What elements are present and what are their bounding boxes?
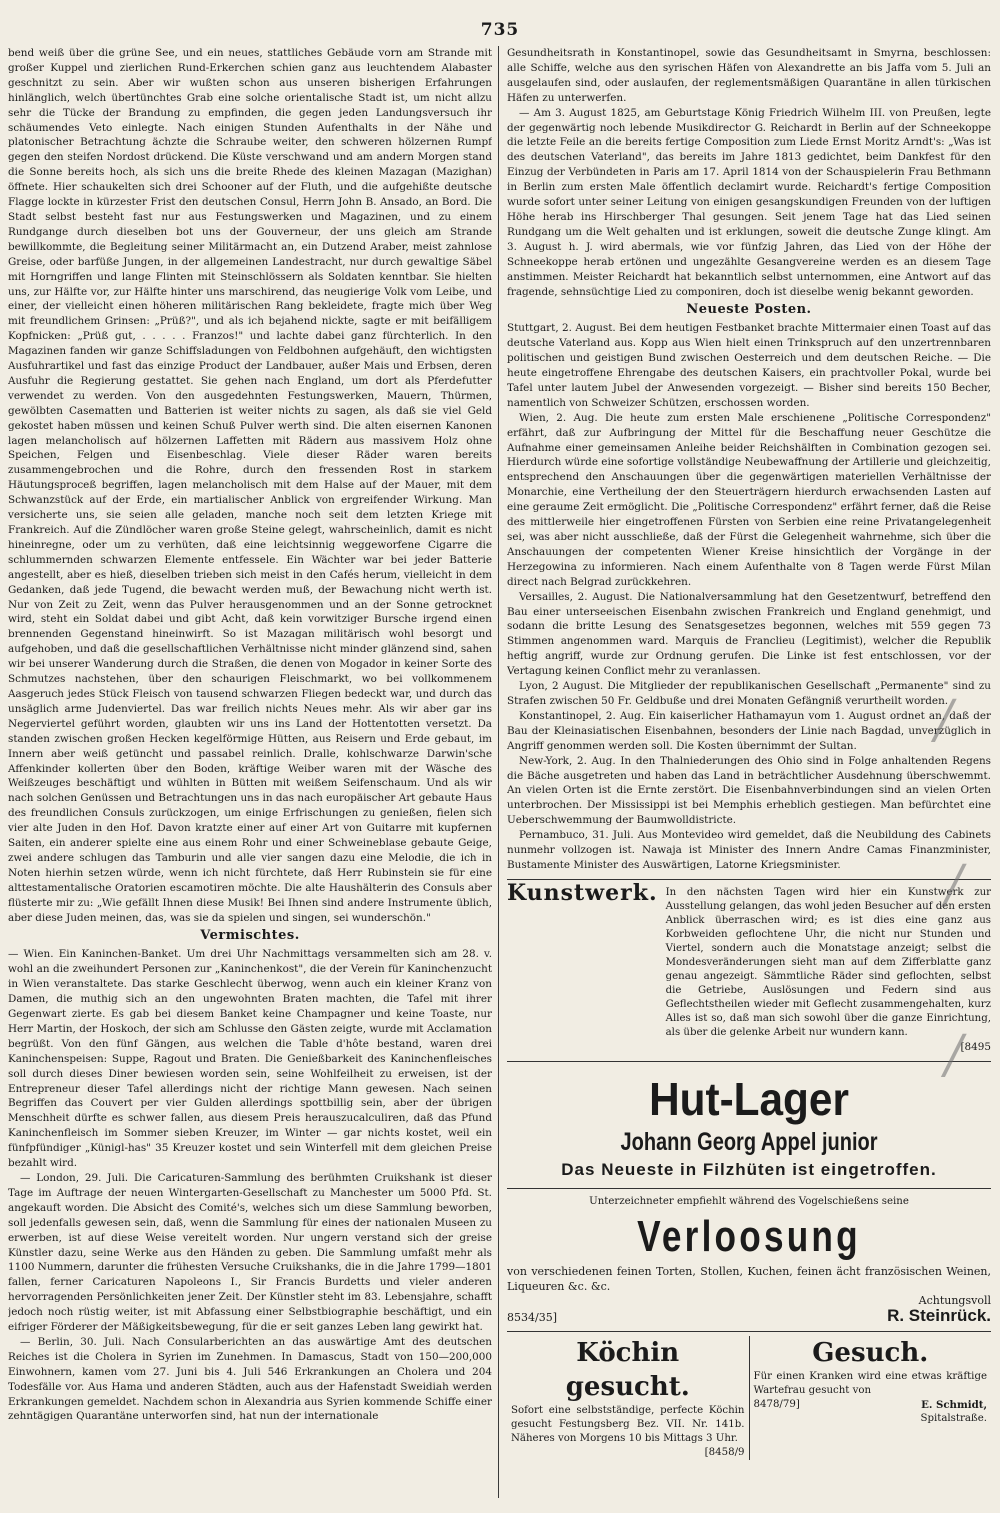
article-paragraph: — Berlin, 30. Juli. Nach Consularberichten an das auswärtige Amt des deutschen Reiches ist die Cholera in Syrien im Zunehmen. In Damascus, Stadt von 150—200,000 Einwohnern, kamen vom 27. Juni bis 4. Juli 546 Erkrankungen an Cholera und 204 Todesfälle vor. Aus Hama und anderen Städten, auch aus der Hafenstadt Sweidiah werden Erkrankungen gemeldet. Nachdem schon in Alexandria aus Syrien kommende Schiffe einer zehntägigen Quarantäne unterworfen sind, hat nun der internationale xyxy=(8,1335,492,1423)
ad-text: Sofort eine selbstständige, perfecte Köchin gesucht Festungsberg Bez. VII. Nr. 141b. Näheres von Morgens 10 bis Mittags 3 Uhr. xyxy=(511,1405,745,1445)
ad-text: Für einen Kranken wird eine etwas kräftige Wartefrau gesucht von xyxy=(753,1371,987,1397)
ad-title: Köchin gesucht. xyxy=(565,1338,690,1403)
ad-tagline: Das Neueste in Filzhüten ist eingetroffen. xyxy=(561,1159,937,1179)
news-item: Konstantinopel, 2. Aug. Ein kaiserlicher Hathamayun vom 1. August ordnet an, daß der Bau der Kleinasiatischen Eisenbahnen, besonders der Linie nach Bagdad, unverzüglich in Angriff genommen werden soll. Die Kosten übernimmt der Sultan. xyxy=(507,709,991,752)
ad-code: [8495 xyxy=(960,1040,991,1053)
news-item: Wien, 2. Aug. Die heute zum ersten Male erschienene „Politische Correspondenz" erfährt, daß zur Aufbringung der Mittel für die Beschaffung neuer Geschütze die Aufnahme einer gemeinsamen Anleihe beider Reichshälften in Combination gezogen sei. Hierdurch würde eine sofortige vollständige Neubewaffnung der Artillerie und gleichzeitig, entsprechend den Anschauungen über die gegenwärtigen materiellen Verhältnisse der Monarchie, eine Vertheilung der den Steuerträgern hierdurch erwachsenden Lasten auf eine geraume Zeit ermöglicht. Die „Politische Correspondenz" erfährt ferner, daß die Reise des mittlerweile hier eingetroffenen Fürsten von Serbien eine reine Privatangelegenheit sei, was aber nicht ausschließe, daß der Fürst die Gelegenheit wahrnehme, sich über die Anschauungen der competenten Wiener Kreise hinsichtlich der Vorgänge in der Herzegowina zu informieren. Nach einem Aufenthalte von 8 Tagen werde Fürst Milan direct nach Belgrad zurückkehren. xyxy=(507,411,991,588)
news-item: Versailles, 2. August. Die Nationalversammlung hat den Gesetzentwurf, betreffend den Bau einer unterseeischen Eisenbahn zwischen Frankreich und England genehmigt, und sodann die britte Lesung des Senatsgesetzes begonnen, welches mit 559 gegen 73 Stimmen angenommen ward. Marquis de Franclieu (Legitimist), welcher die Republik heftig angriff, wurde zur Ordnung gerufen. Die Linke ist fest entschlossen, vor der Vertagung keinen Conflict mehr zu veranlassen. xyxy=(507,590,991,678)
ad-company-name: Johann Georg Appel junior xyxy=(620,1127,878,1156)
ad-street: Spitalstraße. xyxy=(920,1413,987,1425)
ad-title: Hut-Lager xyxy=(649,1072,849,1125)
pencil-mark-decoration: / xyxy=(945,855,963,915)
ad-verloosung xyxy=(507,1195,991,1326)
left-column xyxy=(8,46,492,1488)
ad-code: [8458/9 xyxy=(704,1447,745,1459)
section-heading-vermischtes: Vermischtes. xyxy=(200,928,300,944)
page-number: 735 xyxy=(480,20,520,40)
ad-code: 8534/35] xyxy=(507,1310,557,1324)
small-ads-row xyxy=(507,1331,991,1460)
ad-text: von verschiedenen feinen Torten, Stollen, Kuchen, feinen ächt französischen Weinen, Liqueuren &c. &c. xyxy=(507,1264,991,1293)
ad-gesuch xyxy=(749,1336,992,1460)
column-divider xyxy=(498,46,499,1498)
news-item: Stuttgart, 2. August. Bei dem heutigen Festbanket brachte Mittermaier einen Toast auf das deutsche Vaterland aus. Kopp aus Wien hielt einen Trinkspruch auf den unzertrennbaren politischen und geistigen Bund zwischen Oesterreich und dem deutschen Reiche. — Die heute eingetroffene Ehrengabe des deutschen Kaisers, ein prachtvoller Pokal, wurde bei Tafel unter lautem Jubel der Anwesenden vorgezeigt. — Bisher sind bereits 150 Becher, namentlich von Schweizer Schützen, erschossen worden. xyxy=(507,322,991,409)
article-paragraph: — Am 3. August 1825, am Geburtstage König Friedrich Wilhelm III. von Preußen, legte der gegenwärtig noch lebende Musikdirector G. Reichardt in Berlin auf der Schneekoppe die letzte Feile an die bereits fertige Composition zum Liede Ernst Moritz Arndt's: „Was ist des deutschen Vaterland", das bereits im Jahre 1813 gedichtet, beim Dankfest für den Einzug der Verbündeten in Paris am 17. April 1814 von der Schauspielerin Frau Bethmann in Berlin zum ersten Male öffentlich declamirt wurde. Reichardt's fertige Composition wurde sofort unter seiner Leitung von einigen gesangskundigen Freunden von der luftigen Höhe herab ins Hirschberger Thal gesungen. Seit jenem Tage hat das Lied seinen Rundgang um die Welt gehalten und ist erklungen, soweit die deutsche Zunge klingt. Am 3. August h. J. wird abermals, wie vor fünfzig Jahren, das Lied von der Höhe der Schneekoppe herab ertönen und ungezählte Gesangvereine werden es an diesem Tage anstimmen. Meister Reichardt hat bekanntlich selbst unternommen, eine Antwort auf das fragende, sehnsüchtige Lied zu componiren, doch ist dieselbe wenig bekannt geworden. xyxy=(507,106,991,298)
ad-title: Kunstwerk. xyxy=(507,879,658,906)
ad-title: Gesuch. xyxy=(812,1338,929,1369)
article-paragraph: Gesundheitsrath in Konstantinopel, sowie das Gesundheitsamt in Smyrna, beschlossen: alle Schiffe, welche aus den syrischen Häfen von Alexandrette an bis Jaffa vom 5. Juli an ausgelaufen sind, oder auslaufen, der reglementsmäßigen Quarantäne in allen türkischen Häfen zu unterwerfen. xyxy=(507,47,991,104)
ad-text: In den nächsten Tagen wird hier ein Kunstwerk zur Ausstellung gelangen, das wohl jeden Besucher auf den ersten Anblick überraschen wird; es ist dies eine ganz aus Korbweiden geflochtene Uhr, die nicht nur Stunden und Viertel, sondern auch die Monatstage anzeigt; selbst die Mondesveränderungen sieht man auf dem Zifferblatte ganz genau angezeigt. Sämmtliche Räder sind geflochten, selbst die Getriebe, Auslösungen und Federn sind aus Geflechtstheilen wieder mit Geflecht zusammengehalten, kurz Alles ist so, daß man sich sowohl über die ganze Einrichtung, als über die gelenke Arbeit nur wundern kann. xyxy=(665,886,991,1038)
news-item: Pernambuco, 31. Juli. Aus Montevideo wird gemeldet, daß die Neubildung des Cabinets nunmehr vollzogen ist. Nawaja ist Minister des Innern Andre Camas Finanzminister, Bustamente Minister des Auswärtigen, Latorne Kriegsminister. xyxy=(507,829,991,871)
ad-kunstwerk xyxy=(507,879,991,1055)
ad-separator xyxy=(507,1188,991,1189)
news-item: Lyon, 2 August. Die Mitglieder der republikanischen Gesellschaft „Permanente" sind zu Strafen zwischen 50 Fr. Geldbuße und drei Monaten Gefängniß verurtheilt worden. xyxy=(507,680,991,707)
ad-hutlager xyxy=(507,1072,991,1182)
ad-koechin xyxy=(507,1336,749,1460)
right-column xyxy=(507,46,991,1504)
news-item: New-York, 2. Aug. In den Thalniederungen des Ohio sind in Folge anhaltenden Regens die Bäche ausgetreten und haben das Land in beträchtlicher Ausdehnung überschwemmt. An vielen Orten ist die Ernte zerstört. Die Eisenbahnverbindungen sind an vielen Orten unterbrochen. Der Mississippi ist bei Memphis erheblich gestiegen. Man befürchtet eine Ueberschwemmung der Baumwolldistricte. xyxy=(507,754,991,827)
pencil-mark-decoration: / xyxy=(945,1025,963,1085)
ad-closing: Achtungsvoll xyxy=(918,1293,991,1307)
section-heading-neueste-posten: Neueste Posten. xyxy=(686,302,812,318)
article-paragraph: — London, 29. Juli. Die Caricaturen-Sammlung des berühmten Cruikshank ist dieser Tage im Auftrage der neuen Wintergarten-Gesellschaft zu Manchester um 5000 Pfd. St. angekauft worden. Die Absicht des Comité's, welches sich um diese Sammlung beworben, soll jedenfalls gewesen sein, daß, wenn die Sammlung für eines der nationalen Museen zu erwerben, ist auf diese Weise vereitelt worden. Nur ungern verstand sich der greise Künstler dazu, seine Werke aus den Händen zu geben. Die Sammlung umfaßt mehr als 1100 Nummern, darunter die frühesten Versuche Cruikshanks, die in die Jahre 1799—1801 fallen, ferner Caricaturen Napoleons I., Sir Francis Burdetts und vieler anderen hervorragenden Persönlichkeiten jener Zeit. Der Künstler steht im 83. Lebensjahre, schafft jedoch noch rüstig weiter, ist mit Abfassung einer Selbstbiographie beschäftigt, und ein eifriger Förderer der Mäßigkeitsbewegung, für die er seit ganzes Leben lang gewirkt hat. xyxy=(8,1171,492,1334)
ad-separator xyxy=(507,1061,991,1062)
ad-title: Verloosung xyxy=(637,1211,861,1261)
ad-code: 8478/79] xyxy=(753,1399,800,1411)
pencil-mark-decoration: / xyxy=(935,690,953,750)
ad-intro: Unterzeichneter empfiehlt während des Vogelschießens seine xyxy=(589,1195,909,1207)
article-paragraph: bend weiß über die grüne See, und ein neues, stattliches Gebäude vorn am Strande mit großer Kuppel und zierlichen Rund-Erkerchen schien ganz aus leuchtendem Alabaster geschnitzt zu sein. Aber wir wußten schon aus unseren bisherigen Erfahrungen hinlänglich, welch übertünchtes Grab eine solche orientalische Stadt ist, um nicht allzu sehr die Tücke der Brandung zu empfinden, die gegen jeden Landungsversuch ihr schäumendes Veto einlegte. Nach einigen Stunden Aufenthalts in der Nähe und platonischer Betrachtung ächzte die Schraube weiter, den schweren hölzernen Rumpf gegen den steifen Nordost drückend. Die Küste verschwand und am andern Morgen stand die Sonne bereits hoch, als sich uns die breite Rhede des kleinen Mazagan (Mazighan) öffnete. Hier schaukelten sich drei Schooner auf der Fluth, und die aufgehißte deutsche Flagge lockte in kürzester Frist den deutschen Consul, Herrn John B. Ansado, an Bord. Die Stadt selbst besteht fast nur aus Festungswerken und Magazinen, und zu einem Rundgange durch dieselben bot uns der Gouverneur, der uns gleich am Strande bewillkommte, die Begleitung seiner Militärmacht an, ein Dutzend Araber, meist zahnlose Greise, oder barfüße Jungen, in der allgemeinen Landestracht, nur durch gewaltige Säbel mit Horngriffen und lange Flinten mit Steinschlössern als Soldaten kenntbar. Sie hielten uns, zur Hälfte vor, zur Hälfte hinter uns marschirend, das neugierige Volk vom Leibe, und einer, der vielleicht einen höheren militärischen Rang bekleidete, fragte mich über Weg mit freundlichem Grinsen: „Prüß?", und als ich bejahend nickte, sagte er mit beifälligem Kopfnicken: „Prüß gut, . . . . . Franzos!" und lachte dabei ganz fürchterlich. In den Magazinen fanden wir ganze Schiffsladungen von Feldbohnen aufgehäuft, den wichtigsten Ausfuhrartikel und fast das einzige Product der Landbauer, außer Mais und Erbsen, deren Ausfuhr die Regierung gestattet. Sie gehen nach England, um dort als Pferdefutter verwendet zu werden. Von den ausgedehnten Festungswerken, Mauern, Thürmen, gewölbten Casematten und Batterien ist weiter nichts zu sagen, als daß sie viel Geld gekostet haben müssen und keinen Schuß Pulver werth sind. Die alten eisernen Kanonen lagen melancholisch auf hölzernen Laffetten mit Rädern aus massivem Holz ohne Speichen, Felgen und Eisenbeschlag. Viele dieser Räder waren bereits zusammengebrochen und die Rohre, durch den fressenden Rost in starkem Häutungsproceß begriffen, lagen melancholisch mit dem Halse auf der Mauer, mit dem Schwanzstück auf der Erde, ein martialischer Anblick von ergreifender Wirkung. Man versicherte uns, sie seien alle geladen, manche noch seit dem letzten Kriege mit Frankreich. Auf die Zündlöcher waren große Steine gelegt, wahrscheinlich, damit es nicht hineinregne, oder um zu verhüten, daß eine leichtsinnig weggeworfene Cigarre die schlummernden schwarzen Elemente entfessele. Ein Wächter war bei jeder Batterie angestellt, aber es hieß, dieselben trieben sich meist in den Cafés herum, vielleicht in dem Gedanken, daß jede Tugend, die bewacht werden muß, der Bewachung nicht werth ist. Nur von Zeit zu Zeit, wenn das Pulver herausgenommen und an der Sonne getrocknet wird, steht ein Soldat dabei und gibt Acht, daß kein vorwitziger Bursche irgend einen brennenden Gegenstand hineinwirft. So ist Mazagan militärisch wohl besorgt und aufgehoben, und daß die gesellschaftlichen Verhältnisse nicht minder glänzend sind, sahen wir bei unserer Wanderung durch die Straßen, die denen von Mogador in keiner Sorte des Schmutzes nachstehen, über den schaurigen Fleischmarkt, wo bei vollkommenem Aasgeruch jedes Stück Fleisch von tausend schwarzen Fliegen bedeckt war, und durch das unsäglich arme Judenviertel. Das war freilich nichts Neues mehr. Als wir aber gar ins Negerviertel geführt worden, glaubten wir uns ins Land der Hottentotten versetzt. Da standen zwischen großen Hecken kegelförmige Hütten, aus Reisern und Erde gebaut, im Innern aber weiß getüncht und passabel reinlich. Dralle, kohlschwarze Darwin'sche Affenkinder kollerten über den Boden, kräftige Weiber waren mit der Wäsche des Weißzeuges beschäftigt und wühlten in Bütten mit weißem Seifenschaum. Und als wir nach solchen Genüssen und Betrachtungen uns in das nach europäischer Art gebaute Haus des freundlichen Consuls zurückzogen, um einige Erfrischungen zu genießen, fielen sich vier alte Juden in den Hof. Davon kratzte einer auf einer Art von Guitarre mit kupfernen Saiten, ein anderer spielte eine aus einem Rohr und einer Schweineblase gebaute Geige, zwei andere schlugen das Tamburin und alle vier sangen dazu eine Melodie, die ich in Noten hierhin setzen würde, wenn ich nicht fürchtete, daß Herr Rubinstein sie für eine alttestamentalische Oratorien escamotiren möchte. Die alte Haushälterin des Consuls aber flüsterte mir zu: „Wie gefällt Ihnen diese Musik! Bei Ihnen sind andere Instrumente üblich, aber diese Juden meinen, das, was sie da spielen und singen, sei wunderschön." xyxy=(8,47,492,924)
article-paragraph: — Wien. Ein Kaninchen-Banket. Um drei Uhr Nachmittags versammelten sich am 28. v. wohl an die zweihundert Personen zur „Kaninchenkost", die der Verein für Kaninchenzucht in Wien veranstaltete. Das starke Geschlecht überwog, wenn auch ein kleiner Kranz von Damen, die muthig sich an den ungewohnten Braten machten, die Tafel mit ihrer Gegenwart zierte. Es gab bei diesem Banket keine Champagner und keine Toaste, nur Herr Martin, der Hoskoch, der sich am Schlusse den Gästen zeigte, wurde mit Acclamation begrüßt. Von den fünf Gängen, aus welchen die Table d'hôte bestand, waren drei Kaninchenspeisen: Suppe, Ragout und Braten. Die Genießbarkeit des Kaninchenfleisches soll durch dieses Diner bewiesen worden sein, seine Wohlfeilheit zu erweisen, ist der Entrepreneur dieser Tafel allerdings nicht der richtige Mann gewesen. Nach seinen Begriffen das Couvert per vier Gulden allerdings spottbillig sein, aber der übrigen Menschheit dürfte es schwer fallen, aus diesem Preis herauszucalculiren, daß das Pfund Kaninchenfleisch im Sommer sieben Kreuzer, im Winter — gar nichts kostet, weil ein fünfpfündiger „Künigl-has" 35 Kreuzer kostet und sein Winterfell mit dem gleichen Preise bezahlt wird. xyxy=(8,948,492,1170)
ad-signature: R. Steinrück. xyxy=(887,1305,991,1325)
ad-contact: E. Schmidt, xyxy=(921,1399,987,1412)
